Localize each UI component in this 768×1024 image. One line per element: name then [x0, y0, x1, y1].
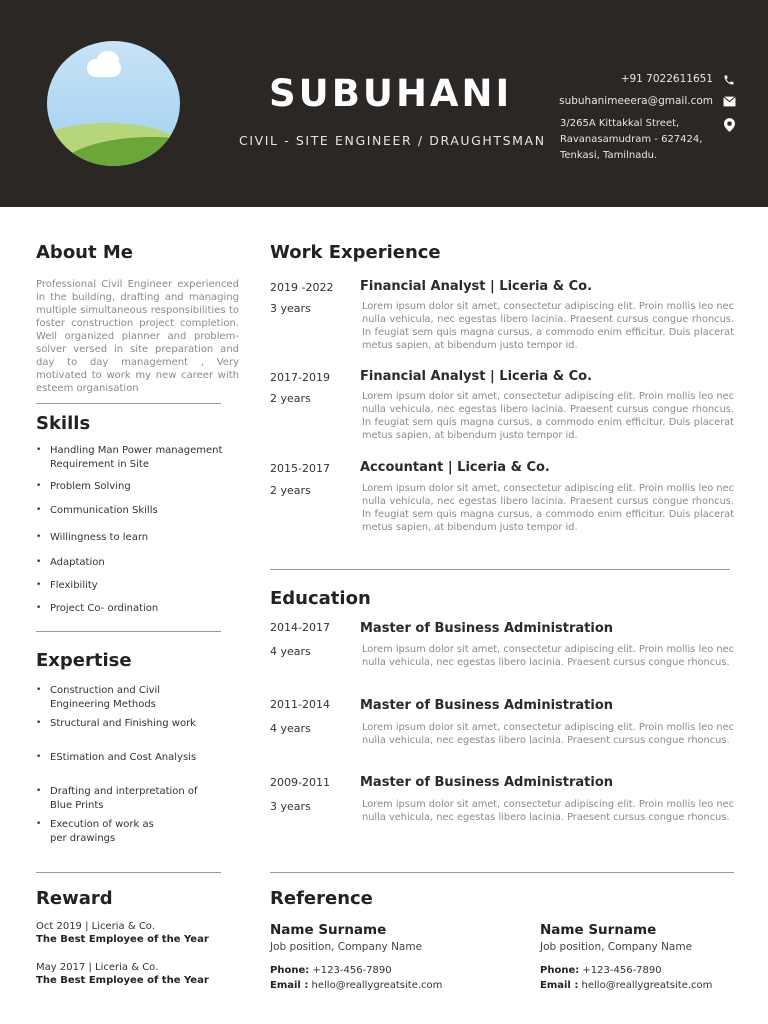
- list-item: • Handling Man Power management Requirement in Site: [36, 444, 226, 471]
- candidate-name: SUBUHANI: [269, 72, 513, 115]
- work-title: Work Experience: [270, 242, 441, 263]
- edu-years: 2014-2017: [270, 621, 330, 634]
- about-title: About Me: [36, 242, 133, 263]
- divider: [36, 872, 221, 873]
- ref-phone: [270, 965, 392, 976]
- ref-position: Job position, Company Name: [540, 941, 693, 953]
- expertise-title: Expertise: [36, 650, 132, 671]
- edu-desc: Lorem ipsum dolor sit amet, consectetur adipiscing elit. Proin mollis leo nec nulla vehicula, nec egestas libero lacinia. Praesent cursus congue rhoncus.: [362, 644, 734, 668]
- reward-meta: Oct 2019 | Liceria & Co.: [36, 921, 155, 932]
- divider: [270, 569, 730, 570]
- list-item: • Execution of work as per drawings: [36, 818, 166, 845]
- ref-position: Job position, Company Name: [270, 941, 423, 953]
- phone-text: +91 7022611651: [620, 73, 713, 85]
- work-years: 2019 -2022: [270, 281, 334, 294]
- reward-name: The Best Employee of the Year: [36, 975, 209, 986]
- work-job: Financial Analyst | Liceria & Co.: [360, 369, 593, 384]
- work-desc: Lorem ipsum dolor sit amet, consectetur adipiscing elit. Proin mollis leo nec nulla vehicula, nec egestas libero lacinia. Praesent cursus congue rhoncus. In feugiat sem quis magna cursus, a commodo enim efficitur. Duis placerat metus sapien, at bibendum justo tempor id.: [362, 301, 734, 351]
- phone-icon: [722, 74, 736, 88]
- edu-degree: Master of Business Administration: [360, 621, 614, 636]
- list-item: • EStimation and Cost Analysis: [36, 751, 236, 765]
- about-text: Professional Civil Engineer experienced in the building, drafting and managing multiple simultaneous responsibilities to foster construction project completion. Well organized planner and problem-solver versed in site preparation and day to day management , Very motivated to work my new career with esteem organisation: [36, 279, 239, 394]
- ref-email: [540, 980, 712, 991]
- divider: [36, 403, 221, 404]
- work-job: Accountant | Liceria & Co.: [360, 460, 550, 475]
- phone-label: Phone:: [540, 965, 580, 976]
- address-line-3: Tenkasi, Tamilnadu.: [560, 150, 658, 161]
- reward-title: Reward: [36, 888, 113, 909]
- ref-phone-value: +123-456-7890: [312, 965, 392, 976]
- candidate-role: CIVIL - SITE ENGINEER / DRAUGHTSMAN: [239, 133, 546, 148]
- list-item: • Flexibility: [36, 579, 236, 593]
- header: [0, 0, 768, 207]
- edu-years: 2009-2011: [270, 776, 330, 789]
- education-title: Education: [270, 588, 371, 609]
- reference-title: Reference: [270, 888, 373, 909]
- address-block: [560, 116, 702, 164]
- email-text: subuhanimeeera@gmail.com: [559, 95, 713, 107]
- work-years: 2015-2017: [270, 462, 330, 475]
- edu-desc: Lorem ipsum dolor sit amet, consectetur adipiscing elit. Proin mollis leo nec nulla vehicula, nec egestas libero lacinia. Praesent cursus congue rhoncus.: [362, 722, 734, 746]
- email-label: Email :: [540, 980, 579, 991]
- edu-degree: Master of Business Administration: [360, 698, 614, 713]
- ref-email: [270, 980, 442, 991]
- list-item: • Adaptation: [36, 556, 236, 570]
- location-pin-icon: [722, 118, 736, 132]
- work-desc: Lorem ipsum dolor sit amet, consectetur adipiscing elit. Proin mollis leo nec nulla vehicula, nec egestas libero lacinia. Praesent cursus congue rhoncus. In feugiat sem quis magna cursus, a commodo enim efficitur. Duis placerat metus sapien, at bibendum justo tempor id.: [362, 483, 734, 533]
- avatar: [47, 41, 180, 166]
- phone-label: Phone:: [270, 965, 310, 976]
- work-duration: 2 years: [270, 484, 311, 497]
- address-line-2: Ravanasamudram - 627424,: [560, 134, 703, 145]
- edu-duration: 4 years: [270, 722, 311, 735]
- work-job: Financial Analyst | Liceria & Co.: [360, 279, 593, 294]
- ref-name: Name Surname: [540, 922, 657, 938]
- edu-duration: 3 years: [270, 800, 311, 813]
- skills-title: Skills: [36, 413, 91, 434]
- work-years: 2017-2019: [270, 371, 330, 384]
- ref-email-value: hello@reallygreatsite.com: [311, 980, 443, 991]
- list-item: • Communication Skills: [36, 504, 236, 518]
- address-line-1: 3/265A Kittakkal Street,: [560, 118, 680, 129]
- list-item: • Willingness to learn: [36, 531, 236, 545]
- ref-name: Name Surname: [270, 922, 387, 938]
- edu-duration: 4 years: [270, 645, 311, 658]
- email-label: Email :: [270, 980, 309, 991]
- work-duration: 3 years: [270, 302, 311, 315]
- ref-phone-value: +123-456-7890: [582, 965, 662, 976]
- list-item: • Structural and Finishing work: [36, 717, 236, 731]
- divider: [270, 872, 734, 873]
- ref-email-value: hello@reallygreatsite.com: [581, 980, 713, 991]
- list-item: • Problem Solving: [36, 480, 236, 494]
- list-item: • Construction and Civil Engineering Methods: [36, 684, 196, 711]
- reward-meta: May 2017 | Liceria & Co.: [36, 962, 159, 973]
- divider: [36, 631, 221, 632]
- list-item: • Project Co- ordination: [36, 602, 236, 616]
- work-desc: Lorem ipsum dolor sit amet, consectetur adipiscing elit. Proin mollis leo nec nulla vehicula, nec egestas libero lacinia. Praesent cursus congue rhoncus. In feugiat sem quis magna cursus, a commodo enim efficitur. Duis placerat metus sapien, at bibendum justo tempor id.: [362, 391, 734, 441]
- list-item: • Drafting and interpretation of Blue Prints: [36, 785, 206, 812]
- edu-years: 2011-2014: [270, 698, 330, 711]
- edu-degree: Master of Business Administration: [360, 775, 614, 790]
- edu-desc: Lorem ipsum dolor sit amet, consectetur adipiscing elit. Proin mollis leo nec nulla vehicula, nec egestas libero lacinia. Praesent cursus congue rhoncus.: [362, 799, 734, 823]
- reward-name: The Best Employee of the Year: [36, 934, 209, 945]
- ref-phone: [540, 965, 662, 976]
- mail-icon: [722, 96, 736, 110]
- work-duration: 2 years: [270, 392, 311, 405]
